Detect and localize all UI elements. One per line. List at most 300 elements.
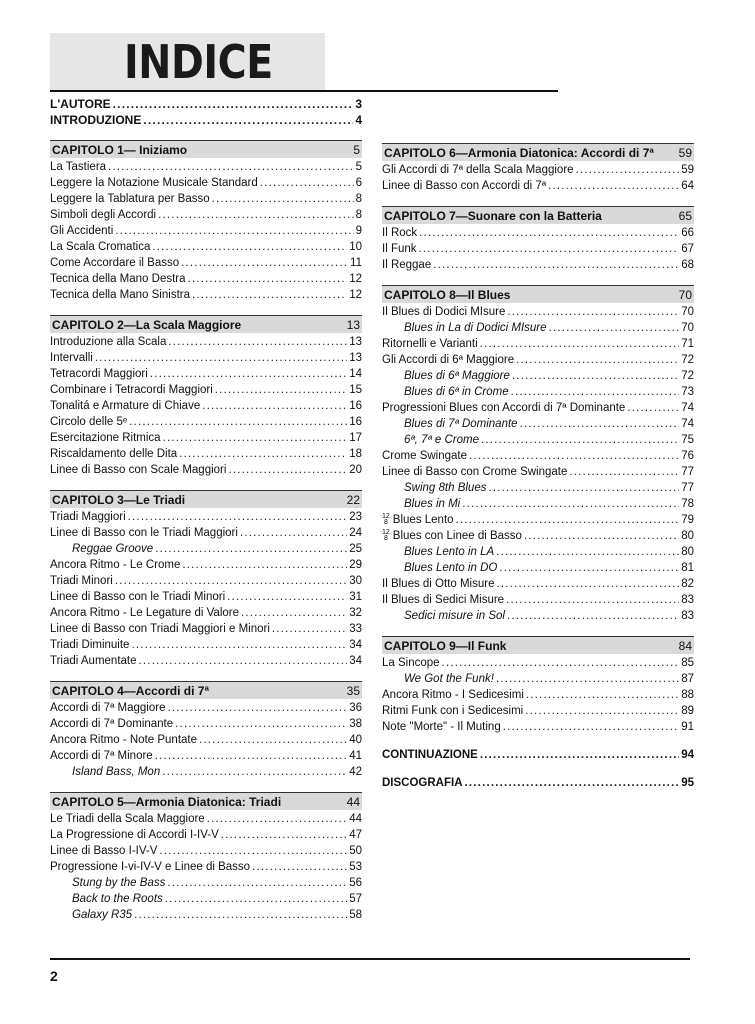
toc-page-number: 3 xyxy=(355,97,362,111)
time-signature-top: 12 xyxy=(382,528,390,536)
toc-entry-title: Note "Morte" - Il Muting xyxy=(382,721,501,733)
toc-page-number: 13 xyxy=(346,317,360,332)
toc-entry-title: Blues Lento in DO xyxy=(404,562,498,574)
toc-entry[interactable] xyxy=(50,509,362,525)
toc-entry-title: Esercitazione Ritmica xyxy=(50,432,161,444)
toc-entry-title: CAPITOLO 9—Il Funk xyxy=(384,638,507,653)
toc-entry-title: Progressioni Blues con Accordi di 7ª Dominante xyxy=(382,402,626,414)
dot-leader xyxy=(159,843,347,859)
dot-leader xyxy=(627,400,679,416)
toc-entry-title: Gli Accordi di 7ª della Scala Maggiore xyxy=(382,164,574,176)
toc-page-number: 72 xyxy=(681,370,694,382)
toc-page-number: 18 xyxy=(349,448,362,460)
toc-page-number: 89 xyxy=(681,705,694,717)
toc-page-number: 83 xyxy=(681,610,694,622)
toc-entry-title: CAPITOLO 6—Armonia Diatonica: Accordi di 7ª xyxy=(384,145,654,160)
dot-leader xyxy=(252,859,347,875)
dot-leader xyxy=(465,775,680,791)
dot-leader xyxy=(199,732,347,748)
toc-page-number: 66 xyxy=(681,227,694,239)
toc-entry[interactable] xyxy=(50,748,362,764)
toc-page-number: 79 xyxy=(681,514,694,526)
toc-page-number: 13 xyxy=(349,352,362,364)
toc-page-number: 41 xyxy=(349,750,362,762)
page-number: 2 xyxy=(50,968,58,984)
toc-page-number: 32 xyxy=(349,607,362,619)
dot-leader xyxy=(488,480,679,496)
dot-leader xyxy=(181,255,348,271)
dot-leader xyxy=(419,225,679,241)
toc-entry-title: Crome Swingate xyxy=(382,450,468,462)
toc-page-number: 84 xyxy=(678,638,692,653)
toc-entry-title: Il Blues di Sedici Misure xyxy=(382,594,505,606)
toc-entry[interactable] xyxy=(382,257,694,273)
toc-page-number: 83 xyxy=(681,594,694,606)
toc-page-number: 80 xyxy=(681,546,694,558)
toc-entry[interactable] xyxy=(50,414,362,430)
dot-leader xyxy=(480,336,680,352)
toc-entry-title: Linee di Basso con le Triadi Maggiori xyxy=(50,527,238,539)
toc-page-number: 35 xyxy=(346,683,360,698)
dot-leader xyxy=(115,573,347,589)
footer-rule xyxy=(50,958,690,960)
toc-spacer xyxy=(382,763,694,775)
toc-page-number: 16 xyxy=(349,400,362,412)
toc-entry-title: CAPITOLO 3—Le Triadi xyxy=(52,492,186,507)
toc-page-number: 29 xyxy=(349,559,362,571)
toc-page-number: 87 xyxy=(681,673,694,685)
toc-entry[interactable] xyxy=(382,747,694,763)
toc-entry[interactable] xyxy=(382,225,694,241)
toc-entry[interactable] xyxy=(50,589,362,605)
toc-entry-title xyxy=(382,512,454,528)
toc-entry[interactable] xyxy=(50,446,362,462)
dot-leader xyxy=(192,287,347,303)
toc-entry-title: Il Blues di Otto Misure xyxy=(382,578,495,590)
toc-subentry[interactable] xyxy=(382,560,694,576)
toc-entry-title: Blues Lento xyxy=(392,514,454,526)
dot-leader xyxy=(480,747,679,763)
toc-entry[interactable] xyxy=(50,223,362,239)
dot-leader xyxy=(150,366,347,382)
dot-leader xyxy=(511,384,680,400)
toc-entry-title: Simboli degli Accordi xyxy=(50,209,157,221)
dot-leader xyxy=(462,496,679,512)
toc-entry-title: Leggere la Notazione Musicale Standard xyxy=(50,177,258,189)
toc-entry-title: Linee di Basso con le Triadi Minori xyxy=(50,591,226,603)
toc-page-number: 75 xyxy=(681,434,694,446)
toc-entry-title: Triadi Maggiori xyxy=(50,511,126,523)
toc-entry-title: Il Blues di Dodici MIsure xyxy=(382,306,506,318)
dot-leader xyxy=(152,239,347,255)
toc-page-number: 59 xyxy=(678,145,692,160)
toc-entry[interactable] xyxy=(50,271,362,287)
toc-page-number: 82 xyxy=(681,578,694,590)
toc-entry[interactable] xyxy=(382,304,694,320)
toc-entry[interactable] xyxy=(50,334,362,350)
dot-leader xyxy=(241,605,347,621)
toc-entry-title: Il Funk xyxy=(382,243,417,255)
toc-entry[interactable] xyxy=(382,512,694,528)
toc-page-number: 10 xyxy=(349,241,362,253)
toc-entry[interactable] xyxy=(50,716,362,732)
toc-entry-title: CAPITOLO 2—La Scala Maggiore xyxy=(52,317,242,332)
toc-entry[interactable] xyxy=(50,96,362,112)
toc-chapter-heading[interactable] xyxy=(50,315,362,333)
toc-entry-title: Il Reggae xyxy=(382,259,432,271)
toc-entry-title: La Sincope xyxy=(382,657,440,669)
toc-page-number: 70 xyxy=(681,322,694,334)
toc-page-number: 9 xyxy=(355,225,362,237)
toc-entry[interactable] xyxy=(382,576,694,592)
toc-right-column xyxy=(382,131,694,791)
toc-entry-title: La Tastiera xyxy=(50,161,107,173)
toc-entry[interactable] xyxy=(382,464,694,480)
toc-entry-title: 6ª, 7ª e Crome xyxy=(404,434,479,446)
dot-leader xyxy=(507,304,679,320)
toc-page-number: 25 xyxy=(349,543,362,555)
toc-entry-title: Tecnica della Mano Destra xyxy=(50,273,186,285)
dot-leader xyxy=(419,241,680,257)
toc-entry-title: Ancora Ritmo - Le Legature di Valore xyxy=(50,607,239,619)
dot-leader xyxy=(507,608,679,624)
toc-page-number: 8 xyxy=(355,193,362,205)
toc-entry[interactable] xyxy=(382,703,694,719)
toc-subentry[interactable] xyxy=(382,544,694,560)
toc-page-number: 16 xyxy=(349,416,362,428)
toc-subentry[interactable] xyxy=(50,541,362,557)
toc-entry-title: Le Triadi della Scala Maggiore xyxy=(50,813,205,825)
toc-page-number: 30 xyxy=(349,575,362,587)
toc-entry[interactable] xyxy=(50,398,362,414)
toc-entry-title: Blues Lento in LA xyxy=(404,546,495,558)
toc-subentry[interactable] xyxy=(382,384,694,400)
dot-leader xyxy=(260,175,354,191)
toc-page-number: 20 xyxy=(349,464,362,476)
toc-subentry[interactable] xyxy=(382,320,694,336)
toc-page-number: 94 xyxy=(681,749,694,761)
dot-leader xyxy=(228,462,347,478)
time-signature-top: 12 xyxy=(382,512,390,520)
toc-chapter-heading[interactable] xyxy=(50,792,362,810)
toc-entry-title: Linee di Basso con Triadi Maggiori e Minori xyxy=(50,623,270,635)
toc-page-number: 64 xyxy=(681,180,694,192)
toc-entry-title: Progressione I-vi-IV-V e Linee di Basso xyxy=(50,861,251,873)
toc-entry-title: Gli Accidenti xyxy=(50,225,114,237)
toc-entry[interactable] xyxy=(382,687,694,703)
time-signature-icon xyxy=(382,530,390,542)
dot-leader xyxy=(155,541,347,557)
toc-subentry[interactable] xyxy=(382,671,694,687)
toc-entry[interactable] xyxy=(50,621,362,637)
toc-entry[interactable] xyxy=(382,448,694,464)
toc-chapter-heading[interactable] xyxy=(382,206,694,224)
toc-page-number: 14 xyxy=(349,368,362,380)
toc-entry[interactable] xyxy=(382,400,694,416)
toc-chapter-heading[interactable] xyxy=(50,140,362,158)
toc-subentry[interactable] xyxy=(50,875,362,891)
toc-entry-title: Circolo delle 5ᵉ xyxy=(50,416,128,428)
toc-chapter-heading[interactable] xyxy=(50,490,362,508)
toc-page-number: 59 xyxy=(681,164,694,176)
toc-entry[interactable] xyxy=(50,382,362,398)
toc-entry-title: Triadi Aumentate xyxy=(50,655,137,667)
toc-subentry[interactable] xyxy=(50,764,362,780)
toc-entry-title: Riscaldamento delle Dita xyxy=(50,448,178,460)
dot-leader xyxy=(131,637,347,653)
toc-entry-title: Stung by the Bass xyxy=(72,877,166,889)
toc-subentry[interactable] xyxy=(382,432,694,448)
dot-leader xyxy=(524,528,679,544)
toc-page-number: 71 xyxy=(681,338,694,350)
toc-chapter-heading[interactable] xyxy=(382,636,694,654)
toc-page-number: 85 xyxy=(681,657,694,669)
toc-page-number: 40 xyxy=(349,734,362,746)
toc-entry[interactable] xyxy=(50,637,362,653)
toc-subentry[interactable] xyxy=(382,368,694,384)
dot-leader xyxy=(272,621,347,637)
toc-chapter-heading[interactable] xyxy=(50,681,362,699)
toc-page-number: 31 xyxy=(349,591,362,603)
toc-entry-title: Introduzione alla Scala xyxy=(50,336,167,348)
toc-entry-title: Accordi di 7ª Maggiore xyxy=(50,702,166,714)
toc-entry-title xyxy=(382,528,522,544)
dot-leader xyxy=(168,334,347,350)
toc-entry[interactable] xyxy=(382,655,694,671)
toc-entry[interactable] xyxy=(50,573,362,589)
toc-entry-title: Swing 8th Blues xyxy=(404,482,487,494)
toc-entry-title: Linee di Basso con Crome Swingate xyxy=(382,466,568,478)
toc-entry-title: CAPITOLO 4—Accordi di 7ª xyxy=(52,683,209,698)
dot-leader xyxy=(143,112,353,128)
toc-page-number: 80 xyxy=(681,530,694,542)
toc-entry-title: Intervalli xyxy=(50,352,93,364)
toc-page-number: 5 xyxy=(355,161,362,173)
toc-entry-title: Leggere la Tablatura per Basso xyxy=(50,193,210,205)
dot-leader xyxy=(108,159,354,175)
toc-entry-title: Accordi di 7ª Dominante xyxy=(50,718,174,730)
dot-leader xyxy=(433,257,679,273)
dot-leader xyxy=(576,162,680,178)
time-signature-icon xyxy=(382,514,390,526)
toc-entry[interactable] xyxy=(50,350,362,366)
toc-page-number: 72 xyxy=(681,354,694,366)
dot-leader xyxy=(506,592,679,608)
dot-leader xyxy=(167,875,347,891)
toc-left-column xyxy=(50,96,362,923)
toc-page-number: 47 xyxy=(349,829,362,841)
dot-leader xyxy=(115,223,353,239)
toc-entry-title: We Got the Funk! xyxy=(404,673,494,685)
dot-leader xyxy=(503,719,679,735)
toc-entry[interactable] xyxy=(50,430,362,446)
toc-page-number: 88 xyxy=(681,689,694,701)
toc-subentry[interactable] xyxy=(382,608,694,624)
toc-entry-title: Galaxy R35 xyxy=(72,909,133,921)
dot-leader xyxy=(227,589,347,605)
toc-entry-title: CAPITOLO 7—Suonare con la Batteria xyxy=(384,208,602,223)
toc-entry-title: Blues di 6ª in Crome xyxy=(404,386,509,398)
toc-entry-title: Accordi di 7ª Minore xyxy=(50,750,153,762)
toc-page-number: 77 xyxy=(681,466,694,478)
dot-leader xyxy=(182,557,347,573)
toc-page-number: 73 xyxy=(681,386,694,398)
toc-subentry[interactable] xyxy=(382,496,694,512)
dot-leader xyxy=(496,576,679,592)
toc-entry-title: Ancora Ritmo - Le Crome xyxy=(50,559,181,571)
toc-entry[interactable] xyxy=(50,827,362,843)
dot-leader xyxy=(162,764,347,780)
toc-entry-title: Blues con Linee di Basso xyxy=(392,530,522,542)
toc-entry-title: Ritmi Funk con i Sedicesimi xyxy=(382,705,524,717)
toc-entry-title: Blues di 6ª Maggiore xyxy=(404,370,510,382)
dot-leader xyxy=(442,655,680,671)
time-signature-bottom: 8 xyxy=(383,518,388,526)
toc-entry-title: CAPITOLO 1— Iniziamo xyxy=(52,142,188,157)
toc-entry[interactable] xyxy=(382,352,694,368)
toc-entry[interactable] xyxy=(50,605,362,621)
toc-entry[interactable] xyxy=(382,178,694,194)
toc-page-number: 67 xyxy=(681,243,694,255)
dot-leader xyxy=(525,703,679,719)
toc-entry-title: Linee di Basso con Accordi di 7ª xyxy=(382,180,547,192)
toc-entry[interactable] xyxy=(50,557,362,573)
toc-page-number: 95 xyxy=(681,777,694,789)
toc-page-number: 34 xyxy=(349,639,362,651)
dot-leader xyxy=(165,891,347,907)
toc-entry[interactable] xyxy=(50,159,362,175)
toc-page-number: 74 xyxy=(681,402,694,414)
toc-page-number: 68 xyxy=(681,259,694,271)
toc-entry[interactable] xyxy=(50,859,362,875)
time-signature-bottom: 8 xyxy=(383,534,388,542)
toc-page-number: 8 xyxy=(355,209,362,221)
dot-leader xyxy=(95,350,347,366)
toc-entry[interactable] xyxy=(382,336,694,352)
toc-page-number: 58 xyxy=(349,909,362,921)
dot-leader xyxy=(158,207,353,223)
toc-entry-title: Gli Accordi di 6ª Maggiore xyxy=(382,354,515,366)
toc-entry[interactable] xyxy=(50,653,362,669)
toc-page-number: 11 xyxy=(350,257,362,269)
toc-entry-title: Blues in La di Dodici MIsure xyxy=(404,322,547,334)
toc-entry-title: Island Bass, Mon xyxy=(72,766,161,778)
toc-page-number: 42 xyxy=(349,766,362,778)
toc-entry[interactable] xyxy=(50,732,362,748)
toc-entry-title: Tonalitá e Armature di Chiave xyxy=(50,400,201,412)
dot-leader xyxy=(163,430,348,446)
toc-entry[interactable] xyxy=(50,287,362,303)
toc-page-number: 33 xyxy=(349,623,362,635)
toc-entry-title: Sedici misure in Sol xyxy=(404,610,505,622)
toc-page-number: 13 xyxy=(349,336,362,348)
toc-page-number: 70 xyxy=(681,306,694,318)
toc-entry-title: Blues in Mi xyxy=(404,498,461,510)
toc-entry[interactable] xyxy=(50,525,362,541)
toc-subentry[interactable] xyxy=(50,891,362,907)
toc-entry-title: Back to the Roots xyxy=(72,893,163,905)
dot-leader xyxy=(240,525,347,541)
toc-subentry[interactable] xyxy=(50,907,362,923)
toc-entry[interactable] xyxy=(50,239,362,255)
toc-entry[interactable] xyxy=(50,462,362,478)
toc-page-number: 22 xyxy=(346,492,360,507)
toc-entry[interactable] xyxy=(50,843,362,859)
dot-leader xyxy=(167,700,347,716)
toc-spacer xyxy=(382,735,694,747)
dot-leader xyxy=(129,414,347,430)
dot-leader xyxy=(113,96,354,112)
toc-page-number: 70 xyxy=(678,287,692,302)
toc-entry[interactable] xyxy=(382,719,694,735)
toc-entry[interactable] xyxy=(50,112,362,128)
toc-entry[interactable] xyxy=(382,241,694,257)
dot-leader xyxy=(499,560,679,576)
toc-page-number: 6 xyxy=(355,177,362,189)
toc-page-number: 81 xyxy=(681,562,694,574)
toc-entry-title: Il Rock xyxy=(382,227,418,239)
dot-leader xyxy=(516,352,679,368)
toc-entry[interactable] xyxy=(50,207,362,223)
dot-leader xyxy=(221,827,347,843)
dot-leader xyxy=(526,687,679,703)
toc-page-number: 36 xyxy=(349,702,362,714)
dot-leader xyxy=(481,432,679,448)
dot-leader xyxy=(134,907,347,923)
toc-entry-title: Tecnica della Mano Sinistra xyxy=(50,289,190,301)
toc-subentry[interactable] xyxy=(382,416,694,432)
toc-entry[interactable] xyxy=(382,528,694,544)
toc-entry[interactable] xyxy=(382,592,694,608)
toc-entry-title: L'AUTORE xyxy=(50,97,111,111)
dot-leader xyxy=(128,509,348,525)
toc-entry-title: Blues di 7ª Dominante xyxy=(404,418,518,430)
toc-entry-title: Ritornelli e Varianti xyxy=(382,338,478,350)
toc-entry[interactable] xyxy=(50,366,362,382)
toc-entry-title: Linee di Basso I-IV-V xyxy=(50,845,158,857)
toc-entry-title: La Progressione di Accordi I-IV-V xyxy=(50,829,219,841)
toc-entry-title: Tetracordi Maggiori xyxy=(50,368,148,380)
dot-leader xyxy=(549,320,680,336)
toc-subentry[interactable] xyxy=(382,480,694,496)
toc-page-number: 91 xyxy=(681,721,694,733)
toc-entry[interactable] xyxy=(382,162,694,178)
toc-entry[interactable] xyxy=(50,191,362,207)
toc-page-number: 76 xyxy=(681,450,694,462)
toc-entry[interactable] xyxy=(50,175,362,191)
toc-entry-title: DISCOGRAFIA xyxy=(382,777,463,789)
toc-entry[interactable] xyxy=(50,811,362,827)
toc-page-number: 44 xyxy=(349,813,362,825)
toc-chapter-heading[interactable] xyxy=(382,143,694,161)
title-rule xyxy=(50,90,558,92)
toc-page-number: 44 xyxy=(346,794,360,809)
toc-page-number: 77 xyxy=(681,482,694,494)
toc-entry-title: Combinare i Tetracordi Maggiori xyxy=(50,384,213,396)
toc-entry[interactable] xyxy=(50,255,362,271)
toc-entry[interactable] xyxy=(382,775,694,791)
toc-page-number: 57 xyxy=(349,893,362,905)
toc-entry[interactable] xyxy=(50,700,362,716)
toc-entry-title: Reggae Groove xyxy=(72,543,154,555)
toc-entry-title: La Scala Cromatica xyxy=(50,241,151,253)
toc-page-number: 34 xyxy=(349,655,362,667)
toc-entry-title: Linee di Basso con Scale Maggiori xyxy=(50,464,227,476)
toc-page-number: 38 xyxy=(349,718,362,730)
dot-leader xyxy=(212,191,354,207)
toc-chapter-heading[interactable] xyxy=(382,285,694,303)
dot-leader xyxy=(512,368,679,384)
